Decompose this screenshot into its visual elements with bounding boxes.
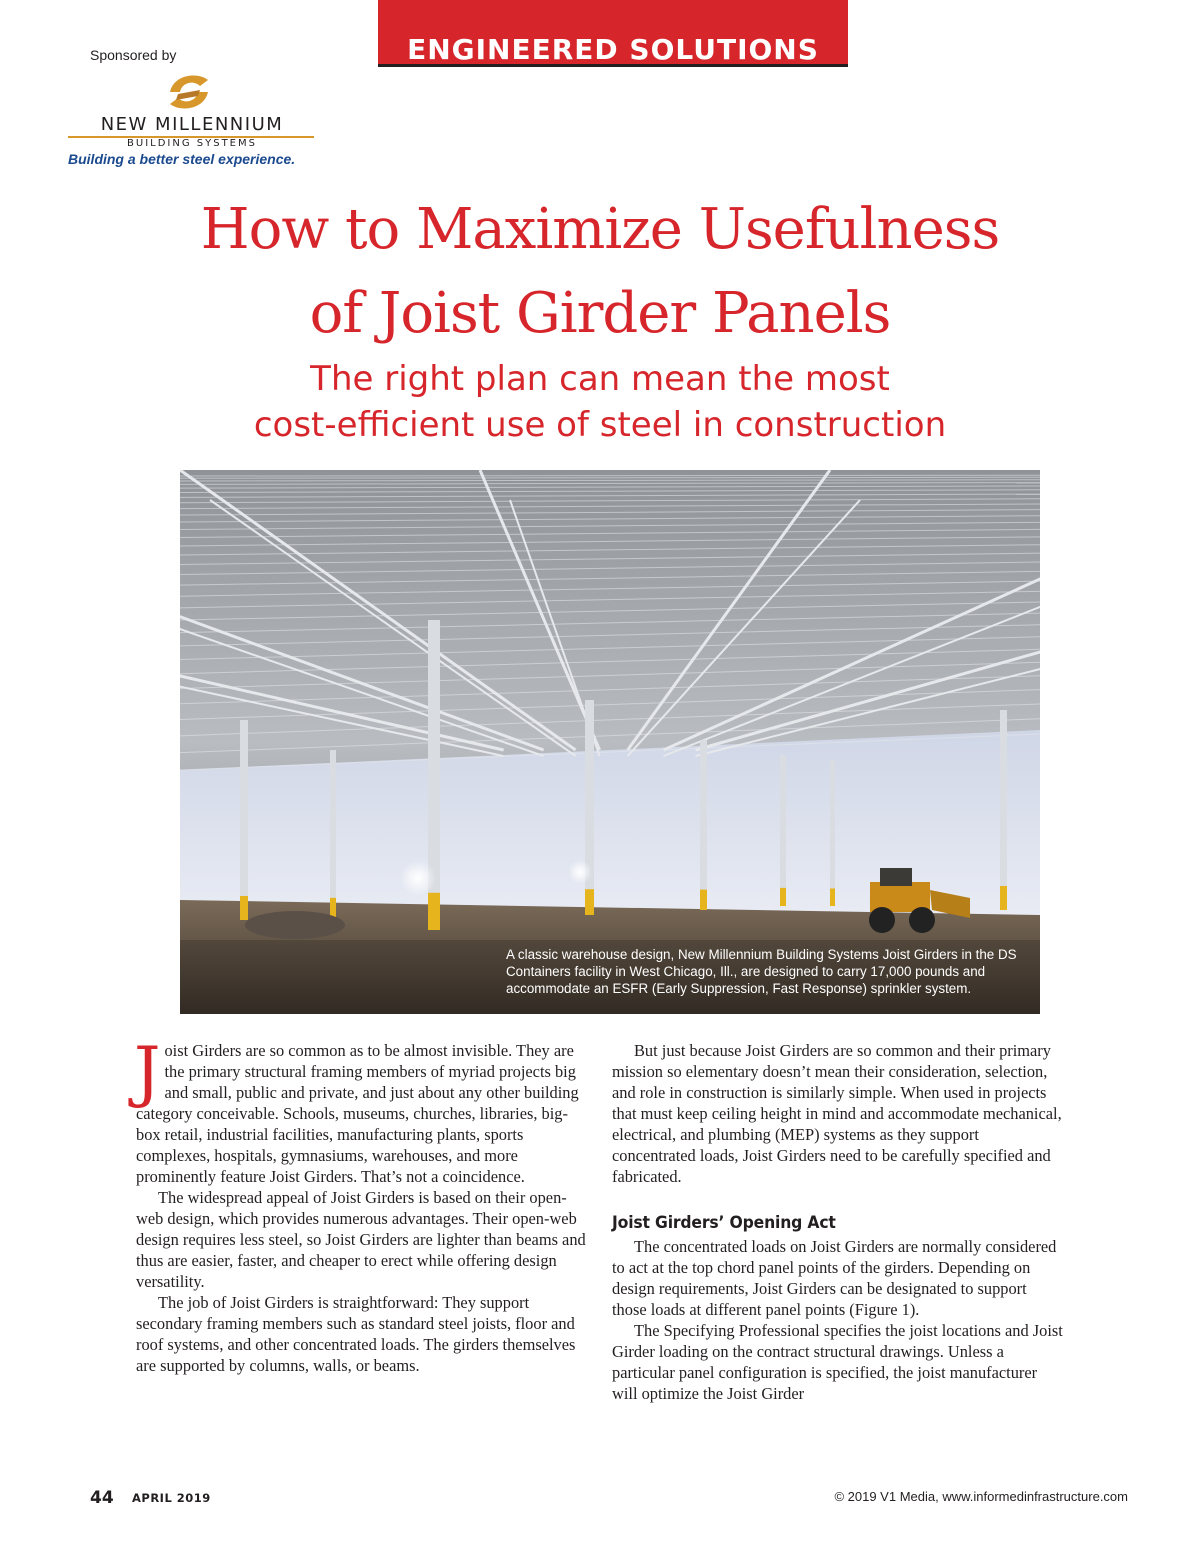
section-subhead: Joist Girders’ Opening Act (612, 1213, 836, 1233)
sponsor-subname: BUILDING SYSTEMS (127, 138, 257, 149)
paragraph-6: The Specifying Professional specifies the joist locations and Joist Girder loading on the contract structural drawings. Unless a particular panel configuration is specified, the joist manufacturer will optimize the Joist Girder (612, 1321, 1063, 1403)
column (780, 755, 786, 906)
column (830, 760, 835, 906)
issue-date: APRIL 2019 (132, 1491, 211, 1505)
article-subtitle (0, 356, 1200, 448)
column-guard (700, 890, 707, 910)
column-guard (585, 889, 594, 915)
drop-cap: J (134, 1033, 161, 1110)
column-guard (830, 888, 835, 906)
title-line-2: of Joist Girder Panels (309, 281, 891, 346)
paragraph-3: The job of Joist Girders is straightforward: They support secondary framing members such as standard steel joists, floor and roof systems, and other concentrated loads. The girders themselves are supported by columns, walls, or beams. (136, 1293, 576, 1375)
subtitle-line-2: cost-efficient use of steel in construction (253, 405, 947, 445)
copyright-notice: © 2019 V1 Media, www.informedinfrastructure.com (834, 1489, 1128, 1504)
banner-rule (378, 64, 848, 67)
sponsor-logo-icon (164, 70, 214, 114)
section-label: ENGINEERED SOLUTIONS (407, 33, 819, 64)
sponsored-by-label: Sponsored by (90, 47, 177, 63)
page-number: 44 (90, 1488, 114, 1508)
column (700, 740, 707, 910)
column-guard (240, 896, 248, 920)
body-column-left (134, 1033, 588, 1376)
column-guard (780, 888, 786, 906)
column-guard (428, 893, 440, 930)
sponsor-tagline: Building a better steel experience. (68, 151, 296, 167)
column (1000, 710, 1007, 910)
warehouse-photo (180, 470, 1040, 1014)
paragraph-4: But just because Joist Girders are so common and their primary mission so elementary doesn’t mean their consideration, selection, and role in construction is similarly simple. When used in projects that must keep ceiling height in mind and accommodate mechanical, electrical, and plumbing (MEP) systems as they support concentrated loads, Joist Girders need to be carefully specified and fabricated. (612, 1041, 1062, 1186)
paragraph-1: Joist Girders are so common as to be almost invisible. They are the primary structural framing members of myriad projects big and small, public and private, and just about any other building category conceivable. Schools, museums, churches, libraries, big-box retail, industrial facilities, manufacturing plants, sports complexes, hospitals, gymnasiums, warehouses, and more prominently feature Joist Girders. That’s not a coincidence. (134, 1033, 579, 1186)
column-guard (330, 898, 336, 918)
title-line-1: How to Maximize Usefulness (200, 197, 1000, 262)
article-title (0, 188, 1200, 356)
column (330, 750, 336, 918)
paragraph-2: The widespread appeal of Joist Girders is based on their open-web design, which provides numerous advantages. Their open-web design requires less steel, so Joist Girders are lighter than beams and thus are easier, faster, and cheaper to erect while offering design versatility. (136, 1188, 586, 1291)
section-banner (378, 0, 848, 64)
sponsor-name: NEW MILLENNIUM (100, 114, 284, 135)
column-guard (1000, 886, 1007, 910)
photo-caption: A classic warehouse design, New Millennium Building Systems Joist Girders in the DS Containers facility in West Chicago, Ill., are designed to carry 17,000 pounds and accommodate an ESFR (Early Suppression, Fast Response) sprinkler system. (506, 947, 1017, 996)
body-column-right (612, 1040, 1064, 1404)
column (585, 700, 594, 915)
paragraph-5: The concentrated loads on Joist Girders are normally considered to act at the top chord panel points of the girders. Depending on design requirements, Joist Girders can be designated to support those loads at different panel points (Figure 1). (612, 1237, 1057, 1319)
column (240, 720, 248, 920)
subtitle-line-1: The right plan can mean the most (310, 359, 890, 399)
